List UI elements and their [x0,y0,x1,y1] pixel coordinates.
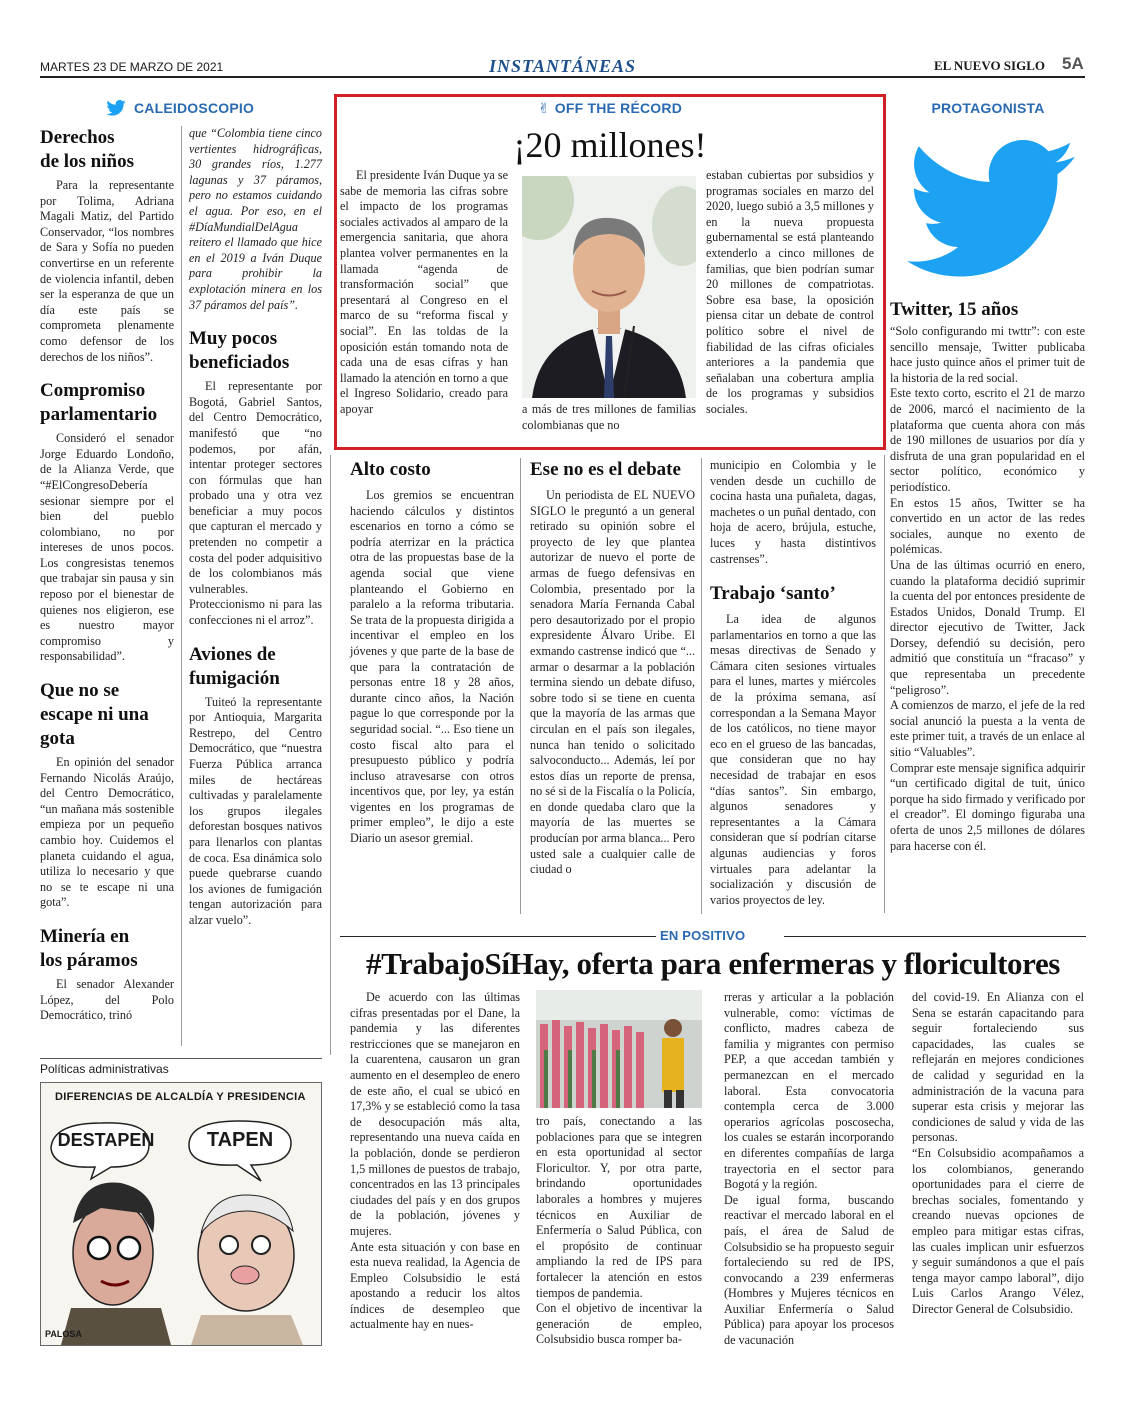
cartoon-top-rule [40,1058,322,1059]
victory-hand-icon: ✌ [537,101,550,117]
headline: Compromiso parlamentario [40,380,158,426]
twitter-bird-icon [106,100,126,116]
en-positivo-col2: tro país, conectando a las poblaciones para que se integren en esta oportunidad al sector Floricultor. Y, por otra parte, brindando oportunidades laborales a hombres y mujeres técnicos en Auxiliar de Enfermería o Salud Pública, con el propósito de continuar ampliando la red de IPS para fortalecer la atención en estos tiempos de pandemia. Con el objetivo de incentivar la generación de empleo, Colsubsidio busca romper ba- [536,1114,702,1347]
headline: Aviones de fumigación [189,643,280,689]
debate-body: Un periodista de EL NUEVO SIGLO le preguntó a un general retirado su opinión sobre el proyecto de ley que plantea autorizar de nuevo el porte de armas de fuego defensivas en Colombia, presentado por la senadora María Fernanda Cabal pero desautorizado por el propio expresidente Álvaro Uribe. El exmando castrense indicó que “... armar o desarmar a la población termina siendo un debate difuso, sobre todo si se tiene en cuenta que la mayoría de las armas que circulan en el país son ilegales, nunca han tenido o solicitado salvoconducto... Además, leí por estos días un reporte de prensa, no sé si de la Fiscalía o la Policía, en donde quedaba claro que la mayoría de las muertes se producían por arma blanca... Pero usted sale a cualquier calle de ciudad o [530,488,695,877]
en-positivo-col1: De acuerdo con las últimas cifras presentadas por el Dane, la pandemia y las diferentes restricciones que se manejaron en la cuarentena, causaron un gran aumento en el desempleo de enero de este año, el cual se ubicó en 17,3% y se estableció como la tasa de desocupación más alta, representando una nueva caída en la población, donde se perdieron 1,5 millones de puestos de trabajo, concentrados en las 13 principales ciudades del país y en dos grupos de la población, jóvenes y mujeres. Ante esta situación y con base en esta nueva realidad, la Agencia de Empleo Colsubsidio le está apostando a reducir los altos índices de desempleo que actualmente hay en nues- [350,990,520,1332]
debate-continued: municipio en Colombia y le venden desde un cuchillo de cocina hasta una puñaleta, dagas, machetes o un puñal dentado, con hoja de acero, brújula, estuche, luces y hasta distintivos castrenses”. [710,458,876,566]
paper-name: EL NUEVO SIGLO [934,58,1045,73]
off-record-label: ✌ OFF THE RÉCORD [537,100,683,117]
column-divider [884,455,885,913]
article-body: Tuiteó la representante por Antioquia, Margarita Restrepo, del Centro Democrático, que “nuestra Fuerza Pública arranca miles de hectáreas cultivadas y paralelamente los grupos ilegales deforestan bosques nativos para llenarlos con plantas de coca. Esa dinámica solo puede quebrarse cuando los aviones de fumigación tengan autorización para alzar vuelo”. [189,694,322,927]
article-body: El representante por Bogotá, Gabriel Santos, del Centro Democrático, manifestó que “no podemos, por afán, intentar proteger sectores con fórmulas que han probado una y otra vez beneficiar a muy pocos que capturan el mercado y pretenden no competir a costa del poder adquisitivo de los colombianos más vulnerables. Proteccionismo ni para las confecciones ni el arroz”. [189,379,322,628]
article-body: Para la representante por Tolima, Adriana Magali Matiz, del Partido Conservador, “los nombres de Sara y Sofía no pueden convertirse en un referente de violencia infantil, deben ser la esperanza de que un día este país se comprometa plenamente como defensor de los derechos de los niños”. [40,178,174,364]
bubble-left-text: DESTAPEN [57,1130,155,1150]
twitter-logo-icon [906,140,1076,280]
off-record-col3: estaban cubiertas por subsidios y programas sociales en marzo del 2020, luego subió a 3,5 millones y en la nueva propuesta gubernamental se está planteando extenderlo a cinco millones de familias, que bien podrían sumar 20 millones de compatriotas. Sobre esa base, la oposición piensa citar un debate de control político sobre el nivel de fiabilidad de las cifras oficiales anteriores a la pandemia que señalaban una cobertura amplia de los programas y subsidios sociales. [706,168,874,416]
en-positivo-col3: rreras y articular a la población vulnerable, como: víctimas de conflicto, madres cabeza de familia y migrantes con permiso PEP, a que accedan también y permanezcan en el mercado laboral. Esta convocatoria contempla cerca de 3.000 operarios agrícolas poscosecha, los cuales se estarán incorporando en diferentes compañías de larga trayectoria en el sector para Bogotá y la región. De igual forma, buscando reactivar el mercado laboral en el país, el área de Salud de Colsubsidio se ha propuesto seguir fortaleciendo su red de IPS, convocando a 239 enfermeras (Hombres y Mujeres técnicos en Auxiliar Enfermería o Salud Pública) para apoyar los procesos de vacunación [724,990,894,1348]
article-body: Consideró el senador Jorge Eduardo Londoño, de la Alianza Verde, que “#ElCongresoDebería sesionar siempre por el bien del pueblo colombiano, no por intereses de unos pocos. Los congresistas tenemos que trabajar sin pausa y sin reposo por el bienestar de quienes nos eligieron, ese es nuestro mayor compromiso y responsabilidad”. [40,431,174,664]
en-positivo-col4: del covid-19. En Alianza con el Sena se estarán capacitando para seguir fortaleciendo sus capacidades, las cuales se reflejarán en mejores condiciones de calidad y seguridad en la administración de la vacuna para superar esta crisis y mejorar las condiciones de salud y vida de las personas. “En Colsubsidio acompañamos a los colombianos, generando oportunidades para el cierre de brechas sociales, fomentando y creando nuevas opciones de empleo para mitigar estas cifras, las cuales implican unir esfuerzos y seguir sumándonos a que el país tenga mayor campo laboral”, dijo Luis Carlos Arango Vélez, Director General de Colsubsidio. [912,990,1084,1316]
off-record-col2: a más de tres millones de familias colombianas que no [522,402,696,432]
article-body: En opinión del senador Fernando Nicolás Araújo, del Centro Democrático, “un mañana más sostenible empieza por un pequeño cambio hoy. Cuidemos el planeta cuidando el agua, utiliza lo necesario y que no se te escape ni una gota”. [40,755,174,910]
section-title: INSTANTÁNEAS [488,56,637,76]
en-positivo-label: EN POSITIVO [660,928,746,943]
cartoon-title: DIFERENCIAS DE ALCALDÍA Y PRESIDENCIA [55,1091,306,1103]
protagonista-headline: Twitter, 15 años [890,299,1019,320]
column-divider [330,455,331,1055]
column-divider [701,458,702,914]
bubble-right-text: TAPEN [206,1129,274,1151]
flower-worker-photo [536,990,702,1108]
caleidoscopio-col1 [40,126,174,1024]
caleidoscopio-label: CALEIDOSCOPIO [106,100,254,116]
headline: Que no se escape ni una gota [40,680,149,750]
column-divider [181,126,182,1046]
date-line: MARTES 23 DE MARZO DE 2021 [40,60,224,74]
cartoon [40,1082,322,1346]
page-number: 5A [1062,54,1084,73]
alto-costo-headline: Alto costo [350,459,431,480]
off-record-col1: El presidente Iván Duque ya se sabe de memoria las cifras sobre el impacto de los programas sociales activados al amparo de la emergencia sanitaria, que ahora plantea volver permanentes en la llamada “agenda de transformación social” que presentará al Congreso en el marco de su “reforma fiscal y social”. En las toldas de la oposición están tomando nota de cada una de esas cifras y han llamado la atención en torno a que el Ingreso Solidario, creado para apoyar [340,168,508,416]
trabajo-santo-body: La idea de algunos parlamentarios en torno a que las mesas directivas de Senado y Cámara citen sesiones virtuales para el lunes, martes y miércoles de la próxima semana, así correspondan a la Semana Mayor de los católicos, no tiene mayor eco en el grueso de las bancadas, que consideran que no hay necesidad de trabajar en esos “días santos”. Sin embargo, algunos senadores y representantes a la Cámara consideran que sí podrían citarse algunas audiencias y foros virtuales para adelantar la socialización y discusión de varios proyectos de ley. [710,612,876,907]
cartoon-signature: PALOSA [45,1329,82,1339]
debate-headline: Ese no es el debate [530,459,681,480]
caleidoscopio-col2 [189,126,322,929]
off-record-headline: ¡20 millones! [513,125,707,165]
en-positivo-rule-left [340,936,656,937]
article-body: El senador Alexander López, del Polo Democrático, trinó [40,976,174,1023]
column-divider [520,458,521,914]
en-positivo-rule-right [784,936,1086,937]
headline: Derechos de los niños [40,127,134,172]
alto-costo-body: Los gremios se encuentran haciendo cálculos y distintos escenarios en torno a cómo se podría aterrizar en la práctica otra de las propuestas base de la agenda social que viene planteando el Gobierno en paralelo a la reforma tributaria. Se trata de la propuesta dirigida a incentivar el empleo en los jóvenes y que parte de la base de que para la contratación de personas entre 18 y 28 años, durante cinco años, la Nación pague lo que corresponde por la seguridad social. “... Eso tiene un costo fiscal alto para el presupuesto público y podría incluso atravesarse con otros incentivos que, por ley, ya están vigentes en los programas de primer empleo”, le dijo a este Diario un asesor gremial. [350,488,514,846]
cartoon-drawing [41,1083,321,1345]
duque-photo [522,176,696,398]
trabajo-santo-headline: Trabajo ‘santo’ [710,583,836,604]
headline: Muy pocos beneficiados [189,328,290,374]
cartoon-caption: Políticas administrativas [40,1062,169,1076]
headline: Minería en los páramos [40,925,138,971]
en-positivo-headline: #TrabajoSíHay, oferta para enfermeras y floricultores [366,946,1060,981]
protagonista-body: “Solo configurando mi twttr”: con este sencillo mensaje, Twitter publicaba hace justo quince años el primer tuit de la historia de la red social. Este texto corto, escrito el 21 de marzo de 2006, marcó el nacimiento de la plataforma que cuenta ahora con más de 190 millones de usuarios por día y disfruta de una gran popularidad en el sector político, económico y periodístico. En estos 15 años, Twitter se ha convertido en un actor de las redes sociales, aunque no exento de polémicas. Una de las últimas ocurrió en enero, cuando la plataforma decidió suprimir la cuenta del por entonces presidente de Estados Unidos, Donald Trump. El director ejecutivo de Twitter, Jack Dorsey, defendió su decisión, pero admitió que constituía un “fracaso” y que representaba un precedente “peligroso”. A comienzos de marzo, el jefe de la red social anunció la puesta a la venta de este primer tuit, a través de un enlace al sitio “Valuables”. Comprar este mensaje significa adquirir “un certificado digital de tuit, único porque ha sido firmado y verificado por el creador”. El domingo figuraba una oferta de unos 2,5 millones de dólares para hacerse con él. [890,324,1085,853]
article-body: que “Colombia tiene cinco vertientes hidrográficas, 30 grandes ríos, 1.277 lagunas y 37 páramos, pero no estamos cuidando el agua. Por eso, en el #DíaMundialDelAgua reitero el llamado que hice en el 2019 a Iván Duque para prohibir la explotación minera en los 37 páramos del país”. [189,126,322,312]
header-rule [40,76,1085,78]
protagonista-label: PROTAGONISTA [931,100,1045,116]
